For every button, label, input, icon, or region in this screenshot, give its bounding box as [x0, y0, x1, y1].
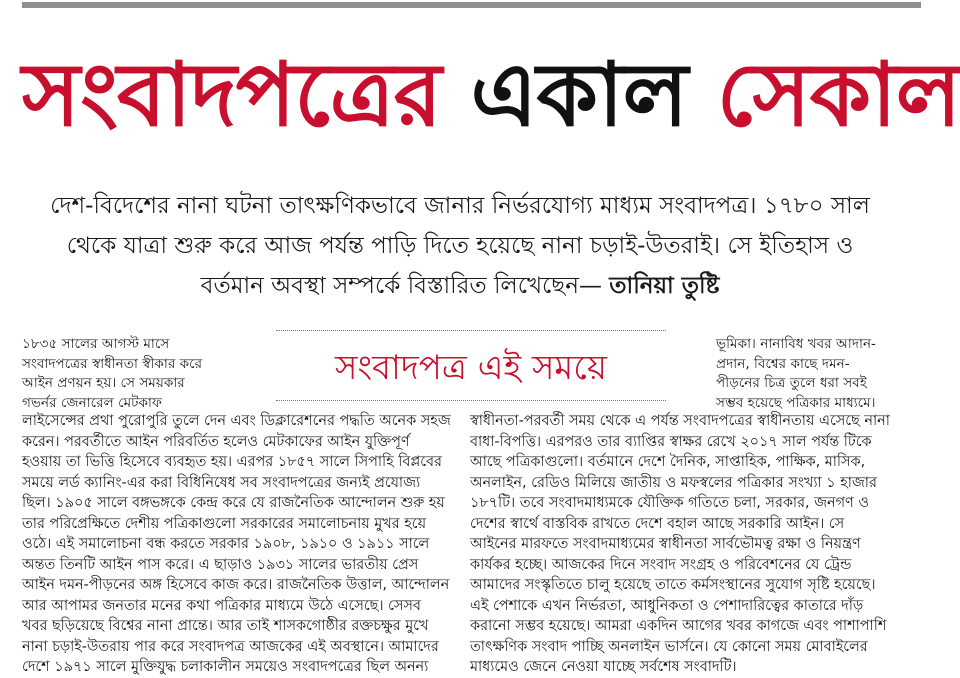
- right-body-line: করানো সম্ভব হয়েছে। আমরা একদিন আগের খবর কাগজে এবং পাশাপাশি: [470, 618, 887, 634]
- right-body-line: মাধ্যমেও জেনে নেওয়া যাচ্ছে সর্বশেষ সংবাদটি।: [470, 659, 737, 675]
- intro-line-3-text: বর্তমান অবস্থা সম্পর্কে বিস্তারিত লিখেছেন—: [200, 273, 602, 299]
- subhead: সংবাদপত্র এই সময়ে: [335, 348, 607, 388]
- subhead-rule-bottom: [276, 400, 666, 401]
- left-body-line: অন্তত তিনটি আইন পাস করে। এ ছাড়াও ১৯৩১ সালের ভারতীয় প্রেস: [22, 556, 419, 573]
- headline: [22, 30, 960, 160]
- left-body-line: আর আপামর জনতার মনের কথা পত্রিকার মাধ্যমে উঠে এসেছে। সেসব: [22, 597, 421, 614]
- left-body-line: দেশে ১৯৭১ সালে মুক্তিযুদ্ধ চলাকালীন সময়েও সংবাদপত্রের ছিল অনন্য: [22, 659, 429, 675]
- right-body-line: এই পেশাকে এখন নির্ভরতা, আধুনিকতা ও পেশাদারিত্বের কাতারে দাঁড়: [470, 597, 864, 614]
- right-body-line: আমাদের সংস্কৃতিতে চালু হয়েছে তাতে কর্মসংস্থানের সুযোগ সৃষ্টি হয়েছে।: [470, 577, 876, 593]
- left-body-line: খবর ছড়িয়েছে বিশ্বের নানা প্রান্তে। আর তাই শাসকগোষ্ঠীর রক্তচক্ষুর মুখে: [22, 618, 429, 634]
- left-body-line: হওয়ায় তা ভিত্তি হিসেবে ব্যবহৃত হয়। এরপর ১৮৫৭ সালে সিপাহি বিপ্লবের: [22, 454, 442, 470]
- right-body-line: তাৎক্ষণিক সংবাদ পাচ্ছি অনলাইন ভার্সনে। যে কোনো সময় মোবাইলের: [470, 638, 868, 655]
- right-top-line: সম্ভব হয়েছে পত্রিকার মাধ্যমে।: [716, 394, 876, 411]
- left-top-line: আইন প্রণয়ন হয়। সে সময়কার: [22, 375, 185, 391]
- left-body-line: আইন দমন-পীড়নের অঙ্গ হিসেবে কাজ করে। রাজনৈতিক উত্তাল, আন্দোলন: [22, 577, 450, 593]
- top-rule: [22, 2, 921, 8]
- author-name: তানিয়া তুষ্টি: [609, 273, 720, 299]
- right-body-line: বাধা-বিপত্তি। এরপরও তার ব্যাপ্তির স্বাক্ষর রেখে ২০১৭ সাল পর্যন্ত টিকে: [470, 433, 872, 450]
- right-body-line: দেশের স্বার্থে বাস্তবিক রাখতে দেশে বহাল আছে সরকারি আইন। সে: [470, 515, 845, 532]
- right-body-line: আইনের মারফতে সংবাদমাধ্যমের স্বাধীনতা সার্বভৌমত্ব রক্ষা ও নিয়ন্ত্রণ: [470, 536, 861, 552]
- intro-paragraph: [30, 186, 890, 306]
- right-body-line: ১৮৭টি। তবে সংবাদমাধ্যমকে যৌক্তিক গতিতে চলা, সরকার, জনগণ ও: [470, 495, 869, 511]
- right-body-line: আছে পত্রিকাগুলো। বর্তমানে দেশে দৈনিক, সাপ্তাহিক, পাক্ষিক, মাসিক,: [470, 454, 866, 470]
- right-top-line: পীড়নের চিত্র তুলে ধরা সবই: [716, 375, 867, 391]
- left-top-line: ১৮৩৫ সালের আগস্ট মাসে: [22, 336, 170, 352]
- intro-line-3: [30, 266, 890, 306]
- subhead-rule-top: [276, 330, 666, 331]
- headline-word-2: একাল: [470, 43, 688, 146]
- left-body-line: লাইসেন্সের প্রথা পুরোপুরি তুলে দেন এবং ডিক্লারেশনের পদ্ধতি অনেক সহজ: [22, 413, 451, 429]
- right-body-line: স্বাধীনতা-পরবর্তী সময় থেকে এ পর্যন্ত সংবাদপত্রের স্বাধীনতায় এসেছে নানা: [470, 413, 890, 429]
- left-body-line: ওঠে। এই সমালোচনা বন্ধ করতে সরকার ১৯০৮, ১৯১০ ও ১৯১১ সালে: [22, 536, 430, 552]
- left-top-line: গভর্নর জেনারেল মেটকাফ: [22, 394, 162, 411]
- left-body-line: তার পরিপ্রেক্ষিতে দেশীয় পত্রিকাগুলো সরকারের সমালোচনায় মুখর হয়ে: [22, 515, 427, 532]
- left-body-line: ছিল। ১৯০৫ সালে বঙ্গভঙ্গকে কেন্দ্র করে যে রাজনৈতিক আন্দোলন শুরু হয়: [22, 495, 445, 511]
- headline-word-1: সংবাদপত্রের: [22, 43, 441, 146]
- right-body-line: কার্যকর হচ্ছে। আজকের দিনে সংবাদ সংগ্রহ ও পরিবেশনের যে ট্রেন্ড: [470, 556, 852, 573]
- right-body-line: অনলাইন, রেডিও মিলিয়ে জাতীয় ও মফস্বলের পত্রিকার সংখ্যা ১ হাজার: [470, 474, 877, 491]
- left-body-line: সময়ে লর্ড ক্যানিং-এর করা বিধিনিষেধ সব সংবাদপত্রের জন্যই প্রযোজ্য: [22, 474, 421, 491]
- intro-line-1: দেশ-বিদেশের নানা ঘটনা তাৎক্ষণিকভাবে জানার নির্ভরযোগ্য মাধ্যম সংবাদপত্র। ১৭৮০ সাল: [50, 193, 870, 219]
- left-top-line: সংবাদপত্রের স্বাধীনতা স্বীকার করে: [22, 355, 203, 372]
- left-body-line: নানা চড়াই-উতরায় পার করে সংবাদপত্র আজকের এই অবস্থানে। আমাদের: [22, 638, 439, 655]
- right-top-line: প্রদান, বিশ্বের কাছে দমন-: [716, 355, 850, 372]
- right-top-line: ভূমিকা। নানাবিধ খবর আদান-: [716, 336, 876, 352]
- left-body-line: করেন। পরবর্তীতে আইন পরিবর্তিত হলেও মেটকাফের আইন যুক্তিপূর্ণ: [22, 433, 410, 450]
- intro-line-2: থেকে যাত্রা শুরু করে আজ পর্যন্ত পাড়ি দিতে হয়েছে নানা চড়াই-উতরাই। সে ইতিহাস ও: [66, 233, 854, 259]
- headline-word-3: সেকাল: [716, 43, 960, 146]
